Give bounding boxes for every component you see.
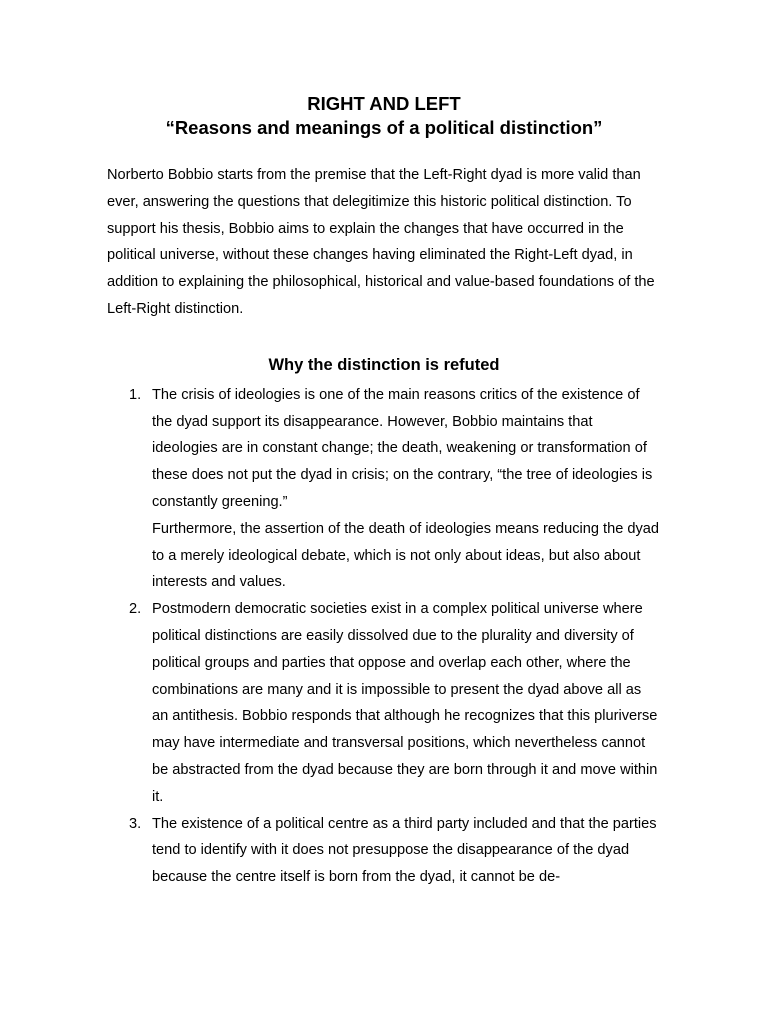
intro-paragraph: Norberto Bobbio starts from the premise that the Left-Right dyad is more valid than ever, answering the questions that delegitimize this historic political distinction. To support his thesis, Bobbio aims to explain the changes that have occurred in the political universe, without these changes having eliminated the Right-Left dyad, in addition to explaining the philosophical, historical and value-based foundations of the Left-Right distinction. (107, 167, 655, 317)
document-subtitle: “Reasons and meanings of a political distinction” (165, 117, 603, 138)
list-item-number: 2. (129, 601, 142, 618)
document-page (107, 92, 661, 891)
list-item-text: Postmodern democratic societies exist in a complex political universe where political distinctions are easily dissolved due to the plurality and diversity of political groups and parties that oppose and overlap each other, where the combinations are many and it is impossible to present the dyad above all as an antithesis. Bobbio responds that although he recognizes that this pluriverse may have intermediate and transversal positions, which nevertheless cannot be abstracted from the dyad because they are born through it and move within it. (152, 601, 658, 805)
list-item-continuation: Furthermore, the assertion of the death of ideologies means reducing the dyad to a merely ideological debate, which is not only about ideas, but also about interests and values. (152, 520, 660, 591)
list-item-text: The crisis of ideologies is one of the main reasons critics of the existence of the dyad support its disappearance. However, Bobbio maintains that ideologies are in constant change; the death, weakening or transformation of these does not put the dyad in crisis; on the contrary, “the tree of ideologies is constantly greening.” (152, 386, 653, 510)
list-item (107, 596, 661, 810)
numbered-list (107, 382, 661, 891)
list-item-text: The existence of a political centre as a third party included and that the parties tend to identify with it does not presuppose the disappearance of the dyad because the centre itself is born from the dyad, it cannot be de- (152, 815, 657, 886)
document-title: RIGHT AND LEFT (307, 93, 461, 114)
list-item (107, 382, 661, 596)
list-item (107, 811, 661, 891)
section-heading: Why the distinction is refuted (268, 355, 500, 374)
list-item-number: 1. (129, 386, 142, 403)
list-item-number: 3. (129, 815, 142, 832)
